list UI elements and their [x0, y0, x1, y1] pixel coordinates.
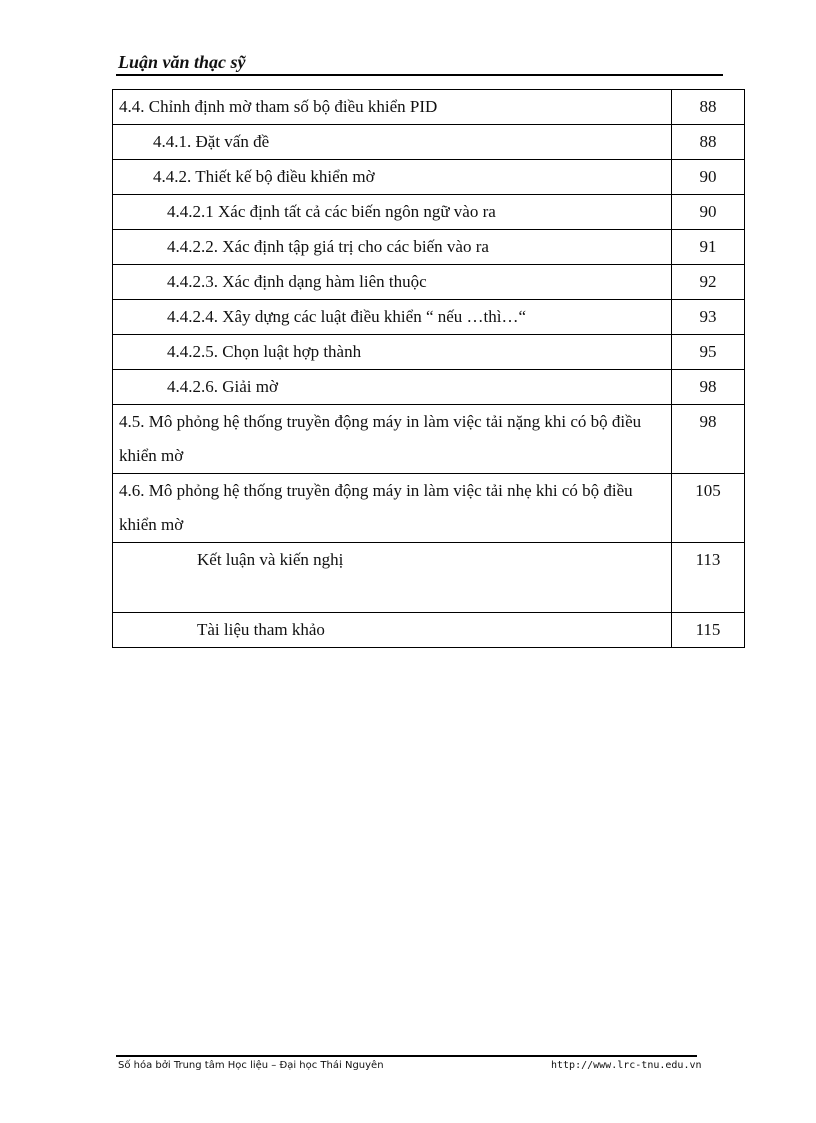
footer-source-text: Số hóa bởi Trung tâm Học liệu – Đại học Thái Nguyên [118, 1060, 384, 1071]
toc-row [113, 613, 745, 648]
footer-divider [116, 1055, 697, 1057]
toc-entry-title: 4.4.2.1 Xác định tất cả các biến ngôn ngữ vào ra [113, 195, 672, 230]
toc-row [113, 474, 745, 543]
toc-row [113, 160, 745, 195]
toc-row [113, 195, 745, 230]
toc-row [113, 265, 745, 300]
toc-row [113, 230, 745, 265]
toc-row [113, 90, 745, 125]
page-header-title: Luận văn thạc sỹ [118, 52, 246, 72]
toc-entry-title: 4.4.2.4. Xây dựng các luật điều khiển “ nếu …thì…“ [113, 300, 672, 335]
toc-entry-page: 93 [672, 300, 745, 335]
header-divider [116, 74, 723, 76]
toc-row [113, 125, 745, 160]
toc-entry-title: Kết luận và kiến nghị [113, 543, 672, 613]
toc-entry-title: 4.4.2.5. Chọn luật hợp thành [113, 335, 672, 370]
toc-entry-title: 4.4.1. Đặt vấn đề [113, 125, 672, 160]
toc-entry-title: 4.4.2. Thiết kế bộ điều khiển mờ [113, 160, 672, 195]
toc-row [113, 543, 745, 613]
toc-entry-page: 98 [672, 370, 745, 405]
toc-entry-page: 113 [672, 543, 745, 613]
toc-entry-page: 90 [672, 160, 745, 195]
toc-entry-page: 91 [672, 230, 745, 265]
toc-entry-page: 88 [672, 125, 745, 160]
toc-entry-page: 90 [672, 195, 745, 230]
toc-entry-title: 4.4.2.2. Xác định tập giá trị cho các biến vào ra [113, 230, 672, 265]
toc-entry-page: 105 [672, 474, 745, 543]
toc-entry-page: 88 [672, 90, 745, 125]
toc-entry-page: 95 [672, 335, 745, 370]
toc-entry-title: 4.4.2.6. Giải mờ [113, 370, 672, 405]
toc-row [113, 370, 745, 405]
toc-row [113, 300, 745, 335]
footer-url[interactable]: http://www.lrc-tnu.edu.vn [551, 1060, 702, 1071]
toc-entry-title: 4.5. Mô phỏng hệ thống truyền động máy in làm việc tải nặng khi có bộ điều khiển mờ [113, 405, 672, 474]
toc-entry-page: 115 [672, 613, 745, 648]
toc-row [113, 405, 745, 474]
toc-entry-title: Tài liệu tham khảo [113, 613, 672, 648]
table-of-contents [112, 89, 745, 648]
toc-entry-page: 98 [672, 405, 745, 474]
toc-entry-title: 4.6. Mô phỏng hệ thống truyền động máy in làm việc tải nhẹ khi có bộ điều khiển mờ [113, 474, 672, 543]
toc-entry-page: 92 [672, 265, 745, 300]
toc-row [113, 335, 745, 370]
toc-entry-title: 4.4.2.3. Xác định dạng hàm liên thuộc [113, 265, 672, 300]
toc-entry-title: 4.4. Chỉnh định mờ tham số bộ điều khiển PID [113, 90, 672, 125]
